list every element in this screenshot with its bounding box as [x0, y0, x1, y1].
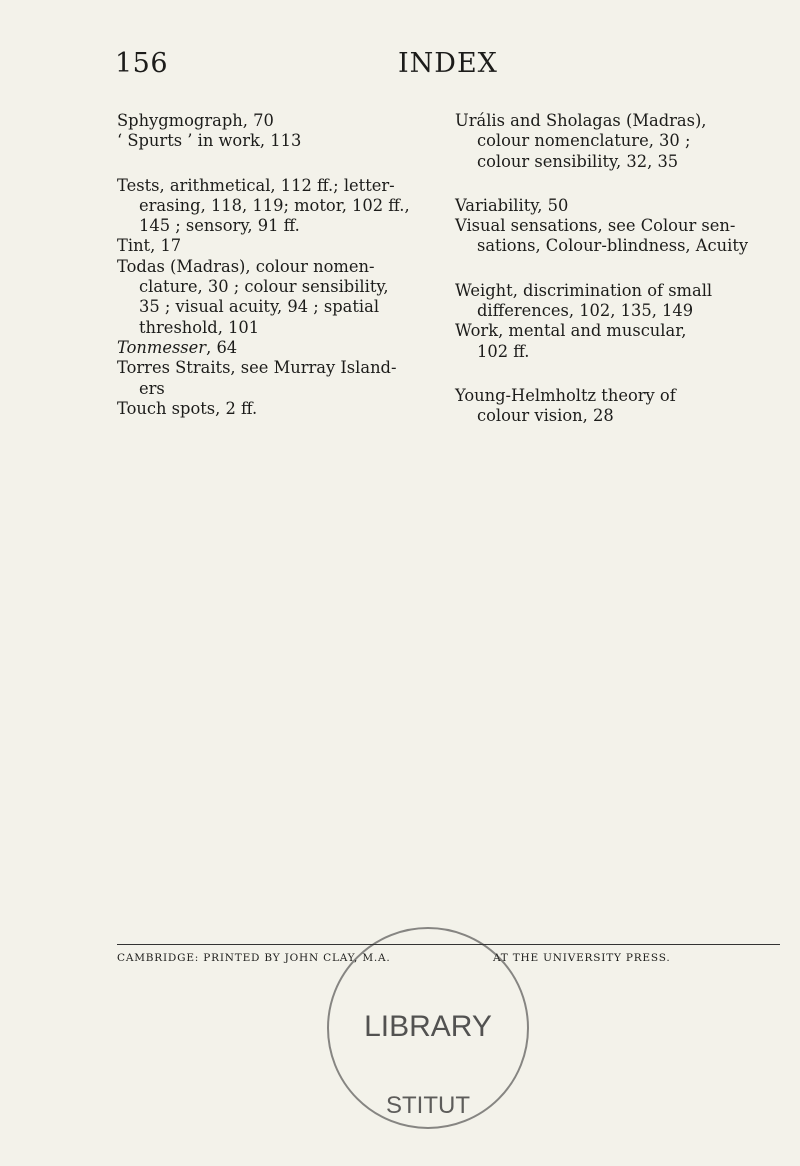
imprint-press: AT THE UNIVERSITY PRESS. [493, 952, 671, 964]
index-entry: Tint, 17 [117, 236, 182, 256]
index-entry: Urális and Sholagas (Madras), colour nomenclature, 30 ; colour sensibility, 32, 35 [455, 111, 707, 171]
page-number: 156 [115, 48, 169, 79]
index-entry: Todas (Madras), colour nomen- clature, 30 ; colour sensibility, 35 ; visual acuity, 94 ; spatial threshold, 101 [117, 256, 389, 337]
index-entry: Tests, arithmetical, 112 ff.; letter- erasing, 118, 119; motor, 102 ff., 145 ; sensory, 91 ff. [117, 175, 410, 236]
index-entry: Variability, 50 [455, 195, 569, 215]
index-entry: Touch spots, 2 ff. [117, 398, 258, 418]
index-entry: Young-Helmholtz theory of colour vision, 28 [455, 385, 676, 426]
index-entry: Weight, discrimination of small differences, 102, 135, 149 [455, 280, 713, 321]
library-stamp [310, 908, 560, 1158]
index-entry: Visual sensations, see Colour sen- sations, Colour-blindness, Acuity [455, 216, 749, 256]
index-column-left [117, 111, 447, 419]
index-entry: Sphygmograph, 70 [117, 111, 274, 130]
index-entry: Tonmesser, 64 [117, 337, 238, 357]
index-entry: ‘ Spurts ’ in work, 113 [117, 131, 302, 151]
page-title: INDEX [398, 48, 498, 79]
index-entry: Torres Straits, see Murray Island- ers [117, 358, 397, 398]
imprint-printer: CAMBRIDGE: PRINTED BY JOHN CLAY, M.A. [117, 952, 391, 964]
index-entry: Work, mental and muscular, 102 ff. [455, 321, 687, 361]
index-column-right [455, 111, 780, 427]
stamp-library-text: LIBRARY [364, 1010, 492, 1043]
stamp-bottom-text: STITUT [386, 1092, 470, 1119]
